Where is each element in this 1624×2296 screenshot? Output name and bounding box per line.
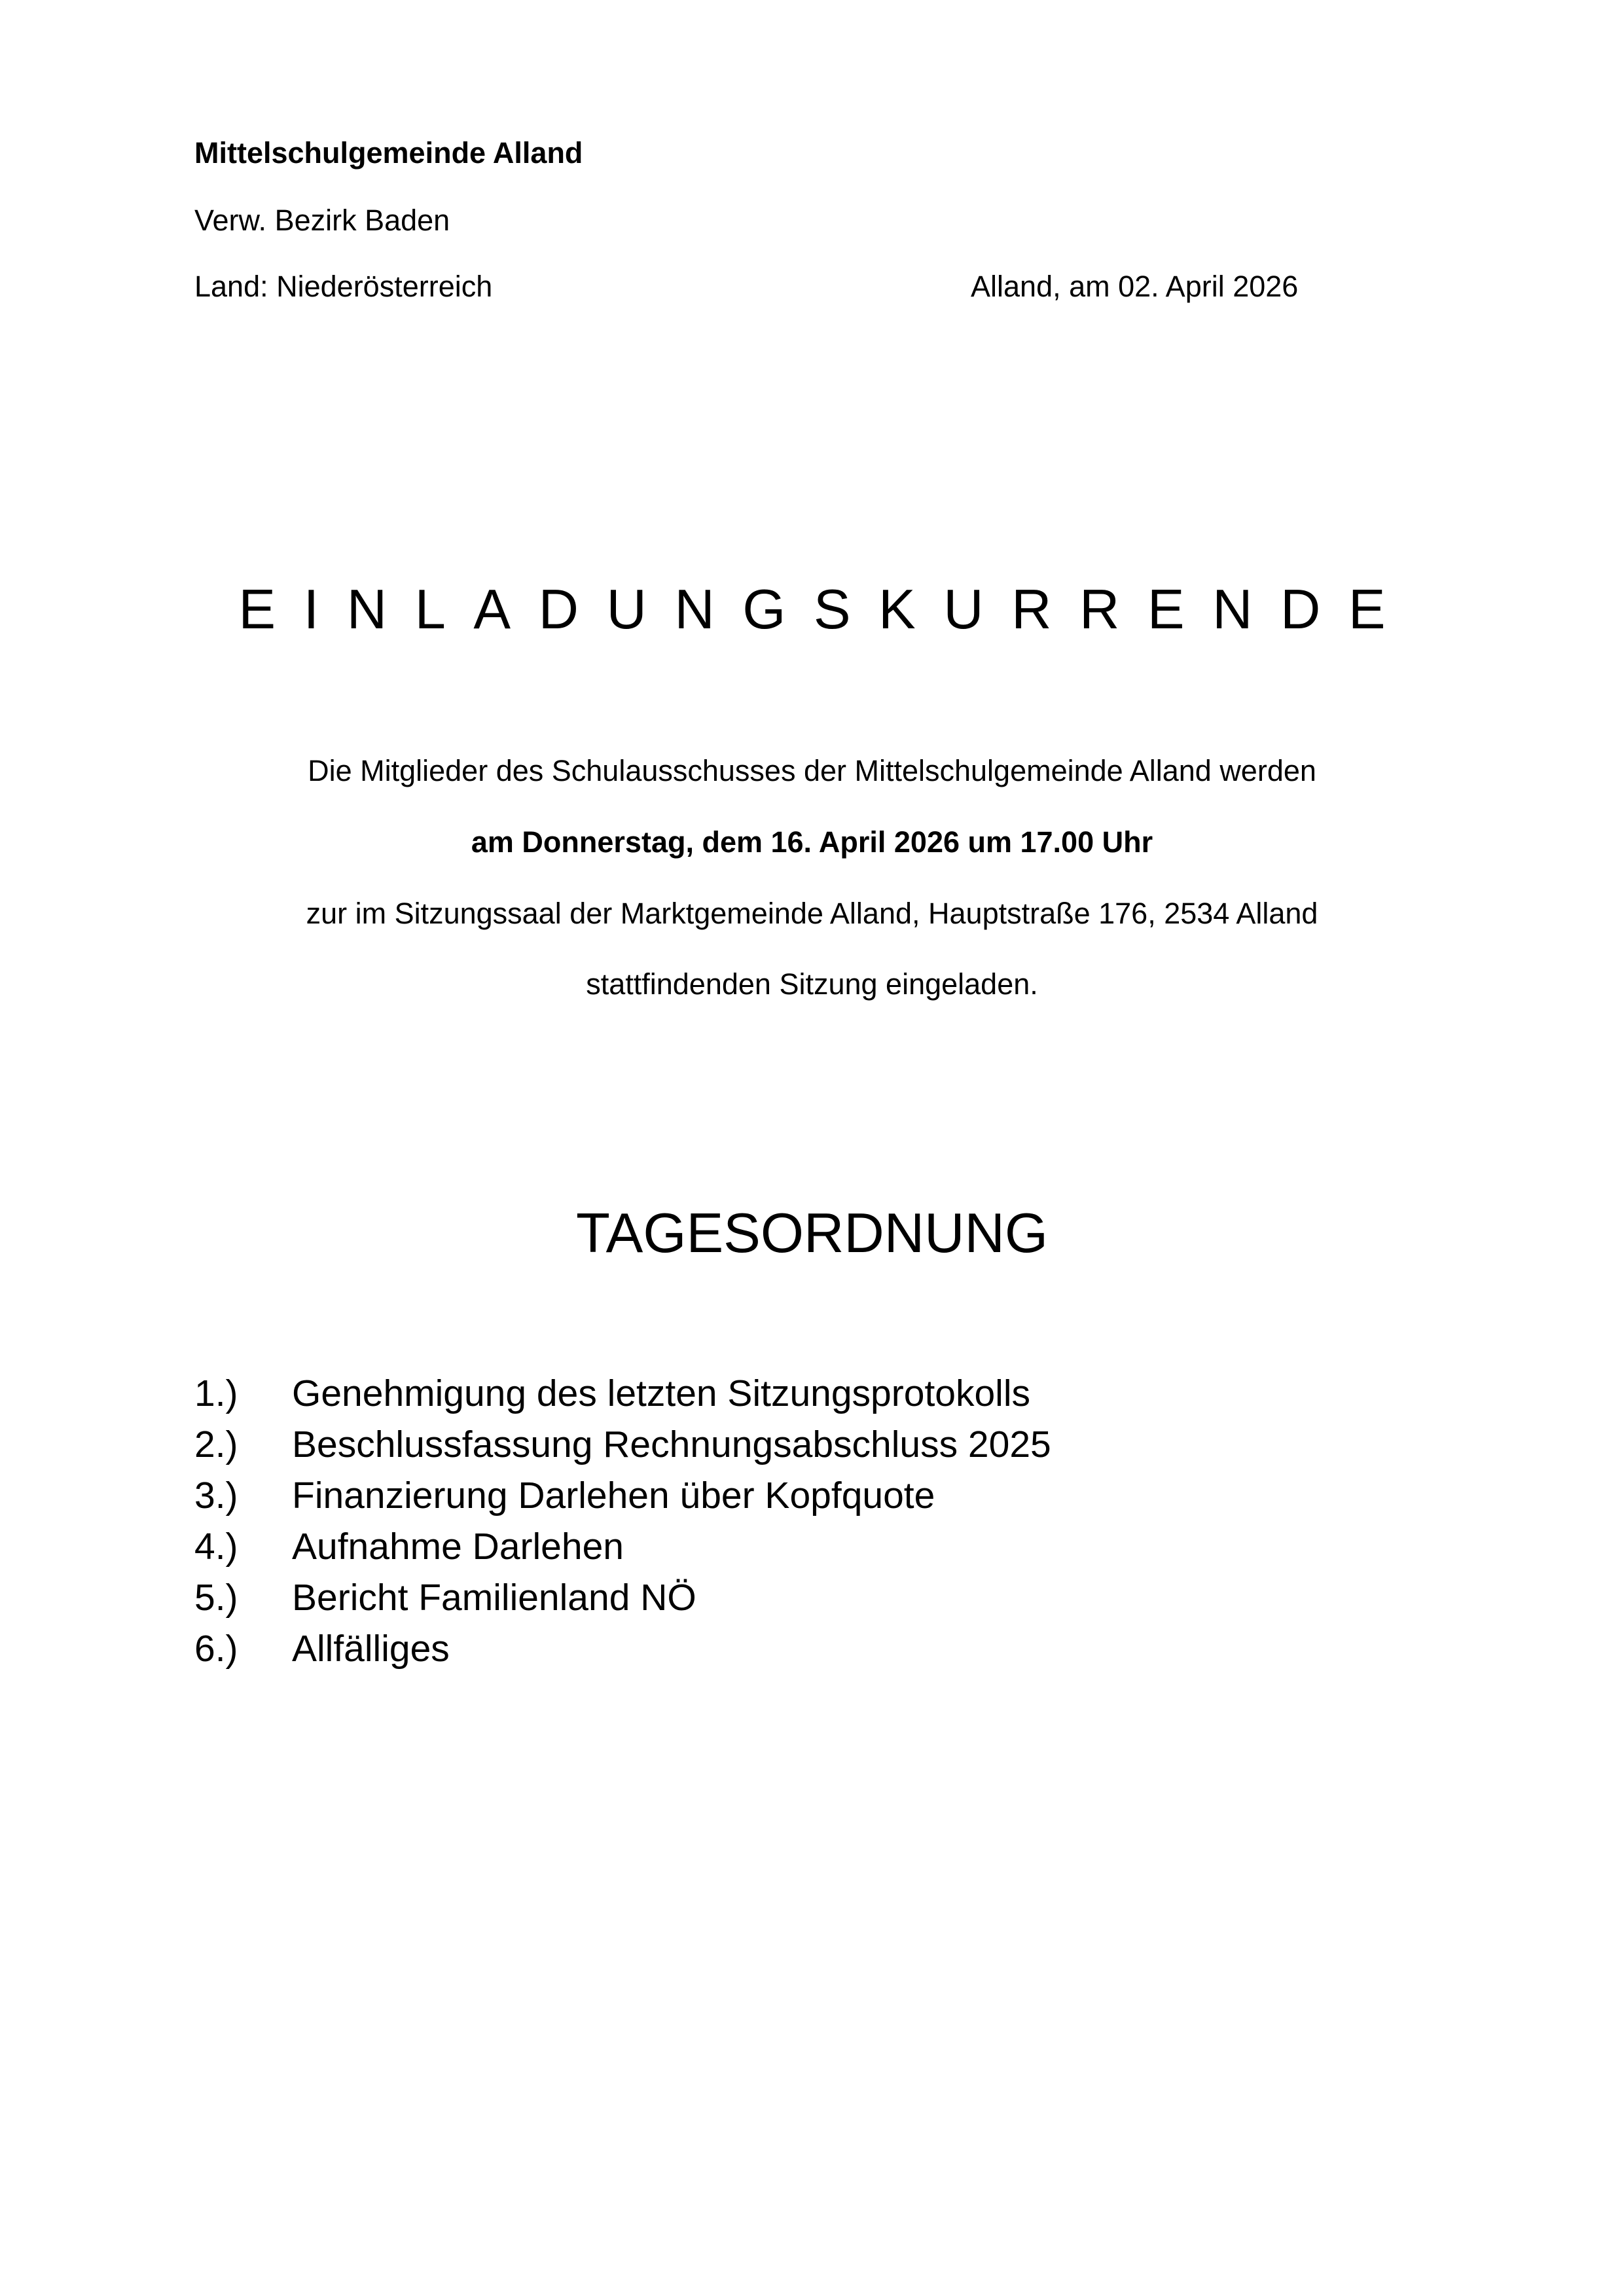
district-line: Verw. Bezirk Baden: [194, 204, 450, 237]
agenda-list: [194, 1368, 1051, 1674]
agenda-item-number: 3.): [194, 1475, 238, 1516]
agenda-heading: TAGESORDNUNG: [576, 1202, 1048, 1265]
agenda-item: [194, 1419, 1051, 1470]
state-line: Land: Niederösterreich: [194, 270, 493, 303]
agenda-item-number: 6.): [194, 1628, 238, 1670]
agenda-item-number: 5.): [194, 1577, 238, 1619]
agenda-item-text: Allfälliges: [292, 1628, 450, 1670]
agenda-item-text: Aufnahme Darlehen: [292, 1526, 624, 1568]
document-title: EINLADUNGSKURRENDE: [238, 579, 1414, 641]
agenda-item-number: 1.): [194, 1372, 238, 1414]
agenda-item-text: Bericht Familienland NÖ: [292, 1577, 696, 1619]
agenda-item-number: 2.): [194, 1424, 238, 1465]
agenda-item: [194, 1470, 1051, 1521]
invitation-line-4: stattfindenden Sitzung eingeladen.: [586, 967, 1038, 1001]
organization-name: Mittelschulgemeinde Alland: [194, 136, 583, 170]
agenda-item-text: Beschlussfassung Rechnungsabschluss 2025: [292, 1424, 1051, 1465]
agenda-item: [194, 1623, 1051, 1674]
invitation-date-time: am Donnerstag, dem 16. April 2026 um 17.00 Uhr: [471, 825, 1153, 859]
invitation-location: zur im Sitzungssaal der Marktgemeinde Alland, Hauptstraße 176, 2534 Alland: [306, 897, 1318, 930]
place-date: Alland, am 02. April 2026: [971, 270, 1299, 303]
agenda-item: [194, 1368, 1051, 1419]
agenda-item: [194, 1521, 1051, 1572]
agenda-item-text: Genehmigung des letzten Sitzungsprotokolls: [292, 1372, 1031, 1414]
agenda-item-text: Finanzierung Darlehen über Kopfquote: [292, 1475, 935, 1516]
agenda-item: [194, 1572, 1051, 1623]
agenda-item-number: 4.): [194, 1526, 238, 1568]
invitation-line-1: Die Mitglieder des Schulausschusses der Mittelschulgemeinde Alland werden: [308, 754, 1316, 787]
